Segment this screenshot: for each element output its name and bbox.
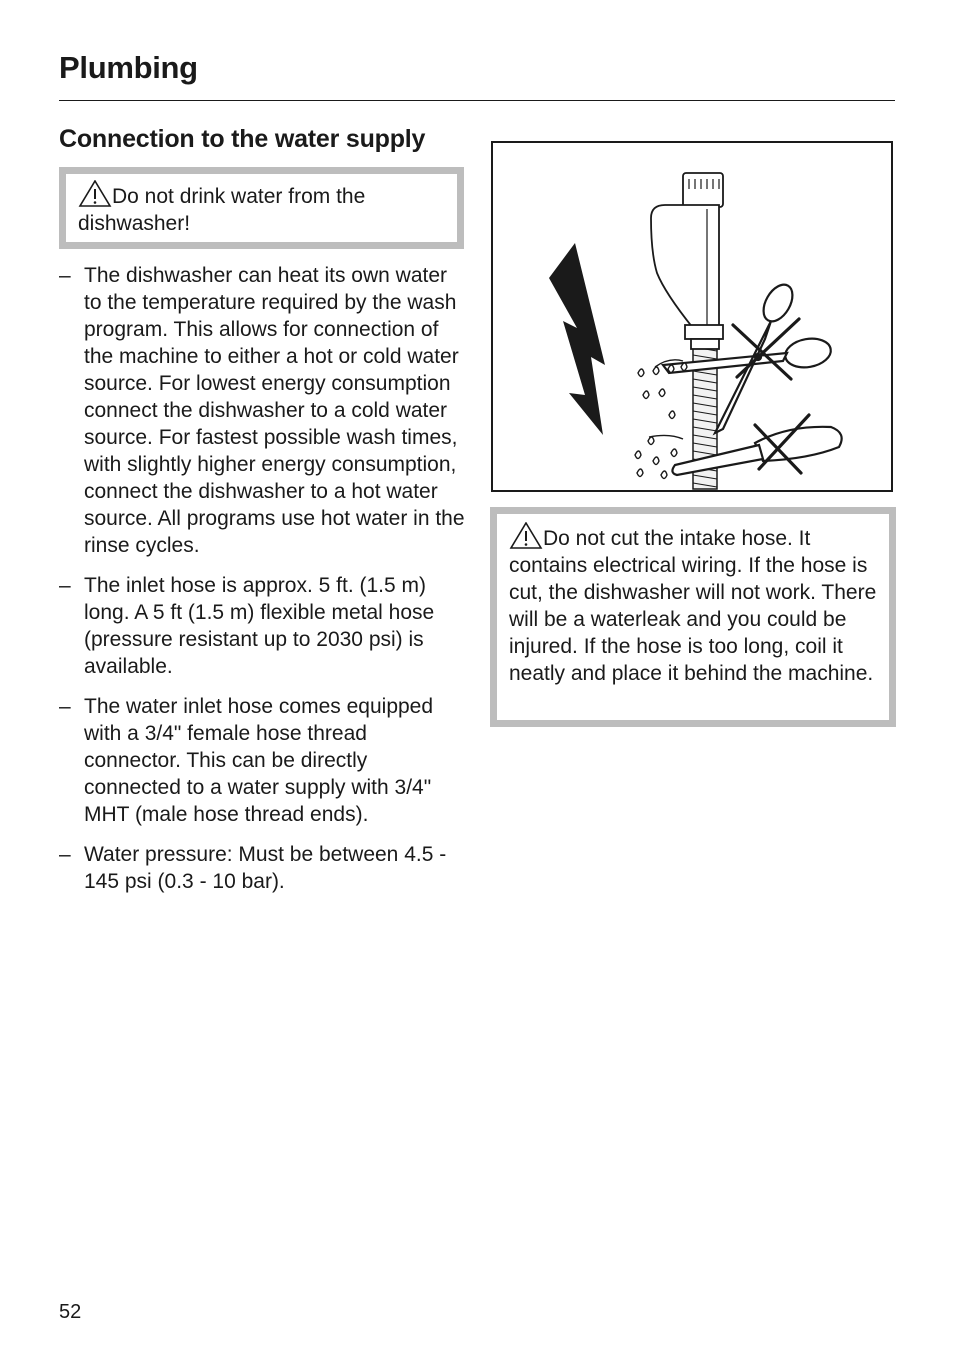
list-dash: – <box>59 843 71 866</box>
list-item <box>59 262 469 559</box>
title-divider <box>59 100 895 101</box>
section-title: Connection to the water supply <box>59 125 426 153</box>
water-drops-icon <box>635 360 687 479</box>
list-item-text: The water inlet hose comes equipped with a 3/4" female hose thread connector. This can be directly connected to a water supply with 3/4" MHT (male hose thread ends). <box>84 695 434 826</box>
page-title: Plumbing <box>59 50 198 85</box>
list-dash: – <box>59 574 71 597</box>
warning-text-drink: Do not drink water from the dishwasher! <box>78 185 366 235</box>
list-item <box>59 693 469 828</box>
list-item <box>59 841 469 895</box>
water-valve-icon <box>651 173 723 349</box>
list-dash: – <box>59 695 71 718</box>
illustration-svg <box>493 143 891 490</box>
warning-triangle-icon <box>509 522 543 549</box>
list-item-text: The inlet hose is approx. 5 ft. (1.5 m) long. A 5 ft (1.5 m) flexible metal hose (pressure resistant up to 2030 psi) is available. <box>84 574 435 678</box>
list-item-text: Water pressure: Must be between 4.5 - 145 psi (0.3 - 10 bar). <box>84 843 447 893</box>
warning-box-cut <box>490 507 896 727</box>
requirements-list <box>59 262 469 908</box>
page-number: 52 <box>59 1301 82 1323</box>
list-item <box>59 572 469 680</box>
warning-box-drink <box>59 167 464 249</box>
warning-text-cut: Do not cut the intake hose. It contains electrical wiring. If the hose is cut, the dishwasher will not work. There will be a waterleak and you could be injured. If the hose is too long, coil it neatly and place it behind the machine. <box>509 527 877 685</box>
hose-cutting-illustration <box>491 141 893 492</box>
warning-triangle-icon <box>78 180 112 207</box>
lightning-icon <box>549 243 605 435</box>
list-item-text: The dishwasher can heat its own water to the temperature required by the wash program. This allows for connection of the machine to either a hot or cold water source. For lowest energy consumption connect the dishwasher to a cold water source. For fastest possible wash times, with slightly higher energy consumption, connect the dishwasher to a hot water source. All programs use hot water in the rinse cycles. <box>84 264 465 557</box>
list-dash: – <box>59 264 71 287</box>
